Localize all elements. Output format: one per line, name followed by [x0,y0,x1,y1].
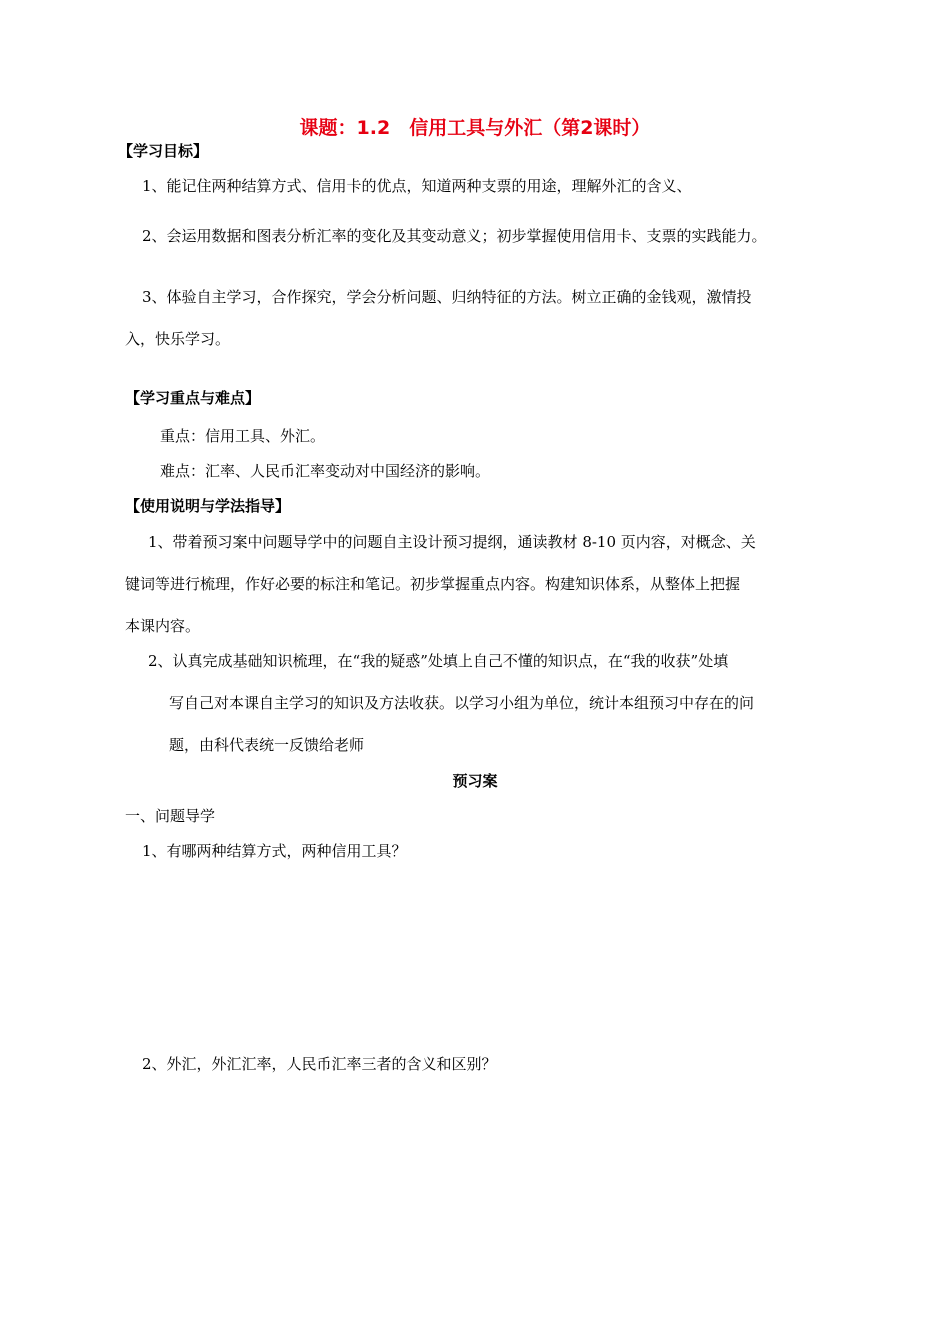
page-title: 课题：1.2 信用工具与外汇（第2课时） [299,117,651,139]
instruction-line-6: 题，由科代表统一反馈给老师 [169,736,365,754]
objectives-heading: 【学习目标】 [118,142,209,160]
instruction-line-4: 2、认真完成基础知识梳理，在“我的疑惑”处填上自己不懂的知识点，在“我的收获”处填 [148,652,729,670]
difficult-point: 难点：汇率、人民币汇率变动对中国经济的影响。 [160,462,491,480]
instruction-line-2: 键词等进行梳理，作好必要的标注和笔记。初步掌握重点内容。构建知识体系，从整体上把握 [125,575,741,593]
objective-item-3-cont: 入，快乐学习。 [125,330,231,348]
instruction-line-1: 1、带着预习案中问题导学中的问题自主设计预习提纲，通读教材 8-10 页内容，对概念、关 [148,533,756,551]
preview-section-title: 一、问题导学 [125,807,216,825]
instructions-heading: 【使用说明与学法指导】 [125,497,291,515]
instruction-line-3: 本课内容。 [125,617,201,635]
instruction-line-5: 写自己对本课自主学习的知识及方法收获。以学习小组为单位，统计本组预习中存在的问 [169,694,755,712]
key-point: 重点：信用工具、外汇。 [160,427,326,445]
key-points-heading: 【学习重点与难点】 [125,389,261,407]
objective-item-2: 2、会运用数据和图表分析汇率的变化及其变动意义；初步掌握使用信用卡、支票的实践能力。 [142,227,767,245]
preview-heading: 预习案 [452,772,498,790]
preview-question-2: 2、外汇，外汇汇率，人民币汇率三者的含义和区别？ [142,1055,497,1073]
objective-item-1: 1、能记住两种结算方式、信用卡的优点，知道两种支票的用途，理解外汇的含义、 [142,177,692,195]
objective-item-3: 3、体验自主学习，合作探究，学会分析问题、归纳特征的方法。树立正确的金钱观，激情投 [142,288,752,306]
preview-question-1: 1、有哪两种结算方式，两种信用工具？ [142,842,407,860]
